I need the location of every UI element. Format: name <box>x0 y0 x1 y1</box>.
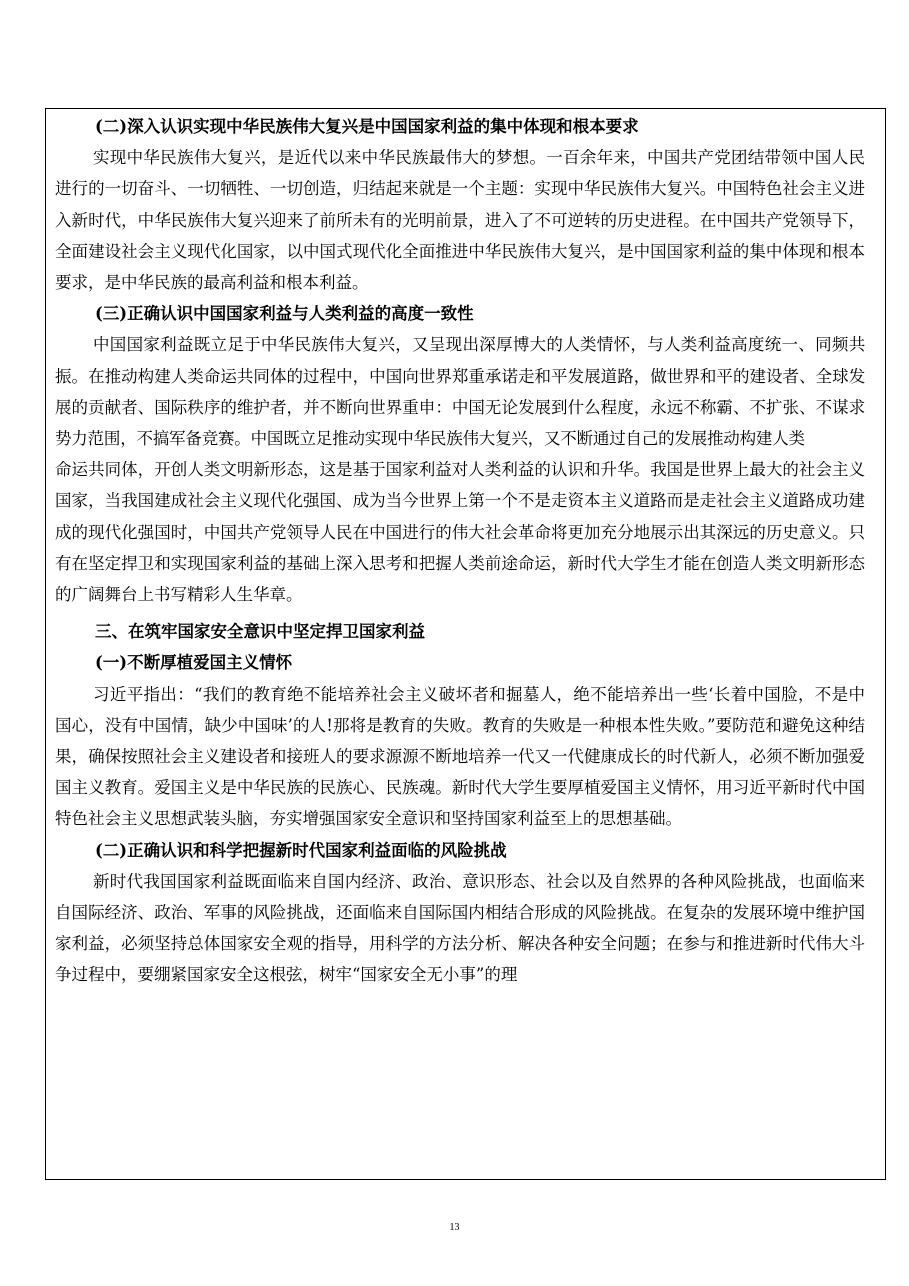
body-paragraph-continued: 命运共同体，开创人类文明新形态，这是基于国家利益对人类利益的认识和升华。我国是世界上最大的社会主义国家，当我国建成社会主义现代化强国、成为当今世界上第一个不是走资本主义道路而是走社会主义道路成功建成的现代化强国时，中国共产党领导人民在中国进行的伟大社会革命将更加充分地展示出其深远的历史意义。只有在坚定捍卫和实现国家利益的基础上深入思考和把握人类前途命运，新时代大学生才能在创造人类文明新形态的广阔舞台上书写精彩人生华章。 <box>55 460 865 605</box>
section-heading: (一)不断厚植爱国主义情怀 <box>95 653 293 673</box>
section-heading: (三)正确认识中国国家利益与人类利益的高度一致性 <box>95 304 474 324</box>
section-heading: (二)正确认识和科学把握新时代国家利益面临的风险挑战 <box>95 840 507 860</box>
document-body <box>55 111 865 991</box>
body-paragraph: 习近平指出：“我们的教育绝不能培养社会主义破坏者和掘墓人，绝不能培养出一些‘长着中国脸，不是中国心，没有中国情，缺少中国味’的人!那将是教育的失败。教育的失败是一种根本性失败。”要防范和避免这种结果，确保按照社会主义建设者和接班人的要求源源不断地培养一代又一代健康成长的时代新人，必须不断加强爱国主义教育。爱国主义是中华民族的民族心、民族魂。新时代大学生要厚植爱国主义情怀，用习近平新时代中国特色社会主义思想武装头脑，夯实增强国家安全意识和坚持国家利益至上的思想基础。 <box>55 684 865 829</box>
body-paragraph: 中国国家利益既立足于中华民族伟大复兴，又呈现出深厚博大的人类情怀，与人类利益高度统一、同频共振。在推动构建人类命运共同体的过程中，中国向世界郑重承诺走和平发展道路，做世界和平的建设者、全球发展的贡献者、国际秩序的维护者，并不断向世界重申：中国无论发展到什么程度，永远不称霸、不扩张、不谋求势力范围，不搞军备竞赛。中国既立足推动实现中华民族伟大复兴，又不断通过自己的发展推动构建人类 <box>55 335 865 449</box>
section-heading: (二)深入认识实现中华民族伟大复兴是中国国家利益的集中体现和根本要求 <box>95 117 639 136</box>
page-number: 13 <box>449 1222 460 1233</box>
body-paragraph: 实现中华民族伟大复兴，是近代以来中华民族最伟大的梦想。一百余年来，中国共产党团结带领中国人民进行的一切奋斗、一切牺牲、一切创造，归结起来就是一个主题：实现中华民族伟大复兴。中国特色社会主义进入新时代，中华民族伟大复兴迎来了前所未有的光明前景，进入了不可逆转的历史进程。在中国共产党领导下，全面建设社会主义现代化国家，以中国式现代化全面推进中华民族伟大复兴，是中国国家利益的集中体现和根本要求，是中华民族的最高利益和根本利益。 <box>55 148 865 293</box>
body-paragraph: 新时代我国国家利益既面临来自国内经济、政治、意识形态、社会以及自然界的各种风险挑战，也面临来自国际经济、政治、军事的风险挑战，还面临来自国际国内相结合形成的风险挑战。在复杂的发展环境中维护国家利益，必须坚持总体国家安全观的指导，用科学的方法分析、解决各种安全问题；在参与和推进新时代伟大斗争过程中，要绷紧国家安全这根弦，树牢“国家安全无小事”的理 <box>55 871 865 985</box>
section-heading: 三、在筑牢国家安全意识中坚定捍卫国家利益 <box>95 622 425 642</box>
